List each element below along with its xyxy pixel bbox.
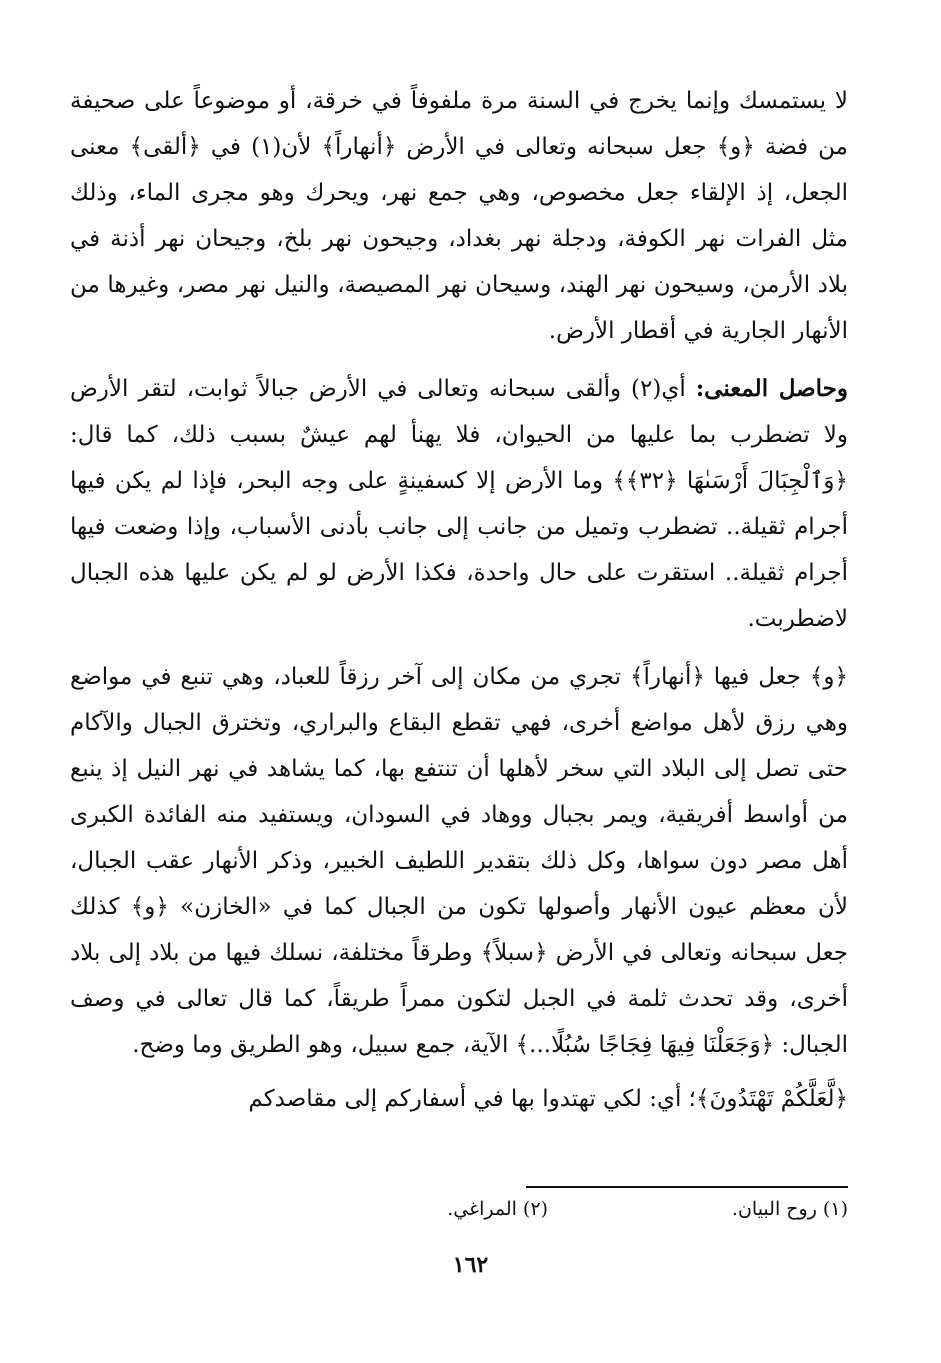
- footnote-2: (٢) المراغي.: [447, 1198, 548, 1220]
- paragraph-2: [70, 366, 848, 642]
- paragraph-3-text: ﴿و﴾ جعل فيها ﴿أنهاراً﴾ تجري من مكان إلى آخر رزقاً للعباد، وهي تنبع في مواضع وهي رزق لأهل مواضع أخرى، فهي تقطع البقاع والبراري، وتخترق الجبال والآكام حتى تصل إلى البلاد التي سخر لأهلها أن تنتفع بها، كما يشاهد في نهر النيل إذ ينبع من أواسط أفريقية، ويمر بجبال ووهاد في السودان، ويستفيد منه الفائدة الكبرى أهل مصر دون سواها، وكل ذلك بتقدير اللطيف الخبير، وذكر الأنهار عقب الجبال، لأن معظم عيون الأنهار وأصولها تكون من الجبال كما في «الخازن» ﴿و﴾ كذلك جعل سبحانه وتعالى في الأرض ﴿سبلاً﴾ وطرقاً مختلفة، نسلك فيها من بلاد إلى بلاد أخرى، وقد تحدث ثلمة في الجبل لتكون ممراً طريقاً، كما قال تعالى في وصف الجبال: ﴿وَجَعَلْنَا فِيهَا فِجَاجًا سُبُلًا...﴾ الآية، جمع سبيل، وهو الطريق وما وضح.: [70, 664, 848, 1058]
- footnotes: [288, 1198, 848, 1238]
- paragraph-1: [70, 78, 848, 354]
- page-number: ١٦٢: [452, 1252, 489, 1278]
- paragraph-4: [70, 1076, 848, 1122]
- paragraph-2-lead: وحاصل المعنى:: [695, 375, 848, 402]
- paragraph-2-text: أي(٢) وألقى سبحانه وتعالى في الأرض جبالاً ثوابت، لتقر الأرض ولا تضطرب بما عليها من الحيوان، فلا يهنأ لهم عيشٌ بسبب ذلك، كما قال: ﴿وَٱلْجِبَالَ أَرْسَىٰهَا ﴿٣٢﴾﴾ وما الأرض إلا كسفينةٍ على وجه البحر، فإذا لم يكن فيها أجرام ثقيلة.. تضطرب وتميل من جانب إلى جانب بأدنى الأسباب، وإذا وضعت فيها أجرام ثقيلة.. استقرت على حال واحدة، فكذا الأرض لو لم يكن عليها هذه الجبال لاضطربت.: [70, 376, 849, 632]
- footnote-divider: [526, 1186, 848, 1188]
- footnote-1: (١) روح البيان.: [731, 1198, 848, 1220]
- paragraph-3: [70, 654, 848, 1068]
- paragraph-4-text: ﴿لَّعَلَّكُمْ تَهْتَدُونَ﴾؛ أي: لكي تهتدوا بها في أسفاركم إلى مقاصدكم: [248, 1086, 848, 1112]
- page-body: [70, 78, 848, 1122]
- paragraph-1-text: لا يستمسك وإنما يخرج في السنة مرة ملفوفاً في خرقة، أو موضوعاً على صحيفة من فضة ﴿و﴾ جعل سبحانه وتعالى في الأرض ﴿أنهاراً﴾ لأن(١) في ﴿ألقى﴾ معنى الجعل، إذ الإلقاء جعل مخصوص، وهي جمع نهر، ويحرك وهو مجرى الماء، وذلك مثل الفرات نهر الكوفة، ودجلة نهر بغداد، وجيحون نهر بلخ، وجيحان نهر أذنة في بلاد الأرمن، وسيحون نهر الهند، وسيحان نهر المصيصة، والنيل نهر مصر، وغيرها من الأنهار الجارية في أقطار الأرض.: [70, 88, 848, 344]
